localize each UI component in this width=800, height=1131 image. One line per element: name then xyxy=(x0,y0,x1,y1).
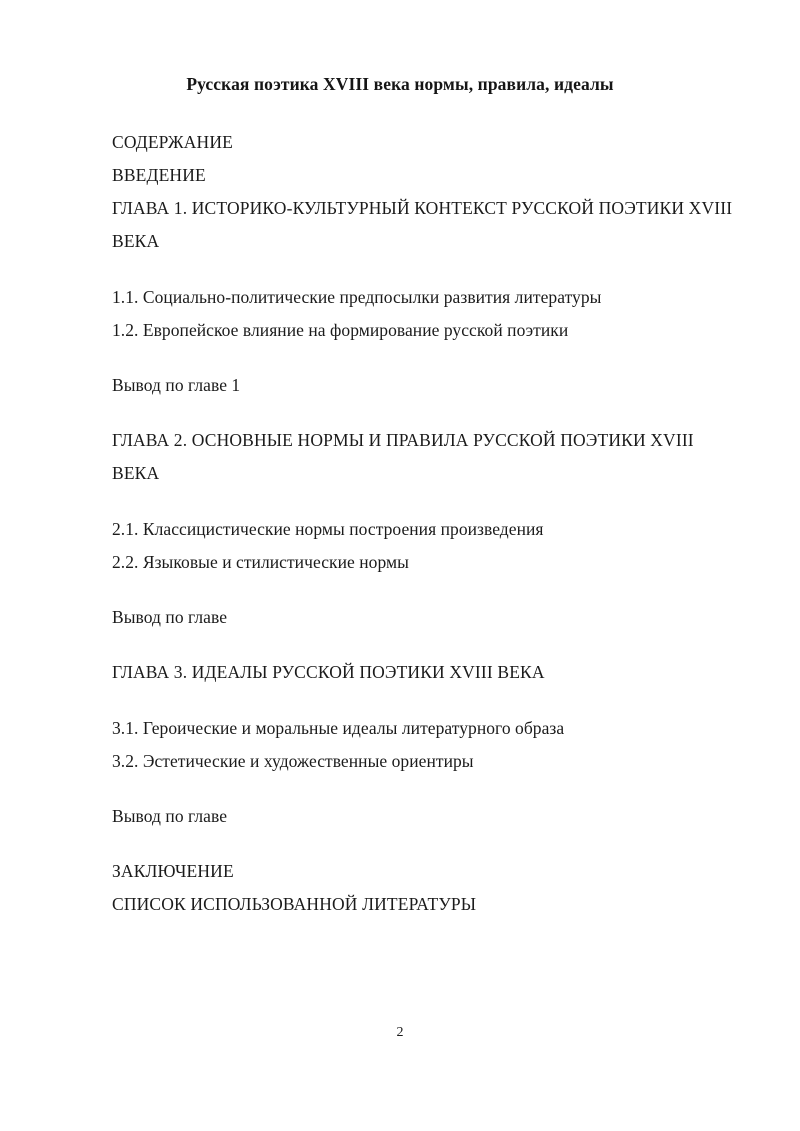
toc-entry-contents: СОДЕРЖАНИЕ xyxy=(112,132,233,152)
toc-chapter-2-conclusion-block xyxy=(112,601,740,634)
toc-entry-bibliography: СПИСОК ИСПОЛЬЗОВАННОЙ ЛИТЕРАТУРЫ xyxy=(112,894,477,914)
toc-entry-chapter-3-heading: ГЛАВА 3. ИДЕАЛЫ РУССКОЙ ПОЭТИКИ XVIII ВЕКА xyxy=(112,662,545,682)
toc-entry-introduction: ВВЕДЕНИЕ xyxy=(112,165,206,185)
toc-entry-section-3-1: 3.1. Героические и моральные идеалы литературного образа xyxy=(112,718,565,738)
toc-entry-section-1-2: 1.2. Европейское влияние на формирование русской поэтики xyxy=(112,320,569,340)
toc-back-matter-block xyxy=(112,855,740,921)
toc-front-matter-block xyxy=(112,126,740,258)
toc-entry-section-2-2: 2.2. Языковые и стилистические нормы xyxy=(112,552,409,572)
toc-chapter-3-heading-block xyxy=(112,656,740,689)
toc-entry-chapter-2-heading: ГЛАВА 2. ОСНОВНЫЕ НОРМЫ И ПРАВИЛА РУССКОЙ ПОЭТИКИ XVIII ВЕКА xyxy=(112,430,694,483)
toc-entry-conclusion: ЗАКЛЮЧЕНИЕ xyxy=(112,861,234,881)
toc-chapter-1-conclusion-block xyxy=(112,369,740,402)
toc-entry-section-3-2: 3.2. Эстетические и художественные ориентиры xyxy=(112,751,474,771)
page-title: Русская поэтика XVIII века нормы, правила, идеалы xyxy=(186,74,614,94)
toc-entry-chapter-2-conclusion: Вывод по главе xyxy=(112,607,228,627)
table-of-contents xyxy=(112,126,740,921)
toc-entry-chapter-3-conclusion: Вывод по главе xyxy=(112,806,228,826)
toc-chapter-2-sections-block xyxy=(112,513,740,579)
toc-chapter-3-conclusion-block xyxy=(112,800,740,833)
toc-chapter-2-heading-block xyxy=(112,424,740,490)
toc-entry-section-2-1: 2.1. Классицистические нормы построения произведения xyxy=(112,519,544,539)
toc-entry-section-1-1: 1.1. Социально-политические предпосылки развития литературы xyxy=(112,287,602,307)
toc-entry-chapter-1-heading: ГЛАВА 1. ИСТОРИКО-КУЛЬТУРНЫЙ КОНТЕКСТ РУССКОЙ ПОЭТИКИ XVIII ВЕКА xyxy=(112,198,733,251)
toc-entry-chapter-1-conclusion: Вывод по главе 1 xyxy=(112,375,241,395)
toc-chapter-1-sections-block xyxy=(112,281,740,347)
page-number: 2 xyxy=(396,1025,404,1040)
toc-chapter-3-sections-block xyxy=(112,712,740,778)
